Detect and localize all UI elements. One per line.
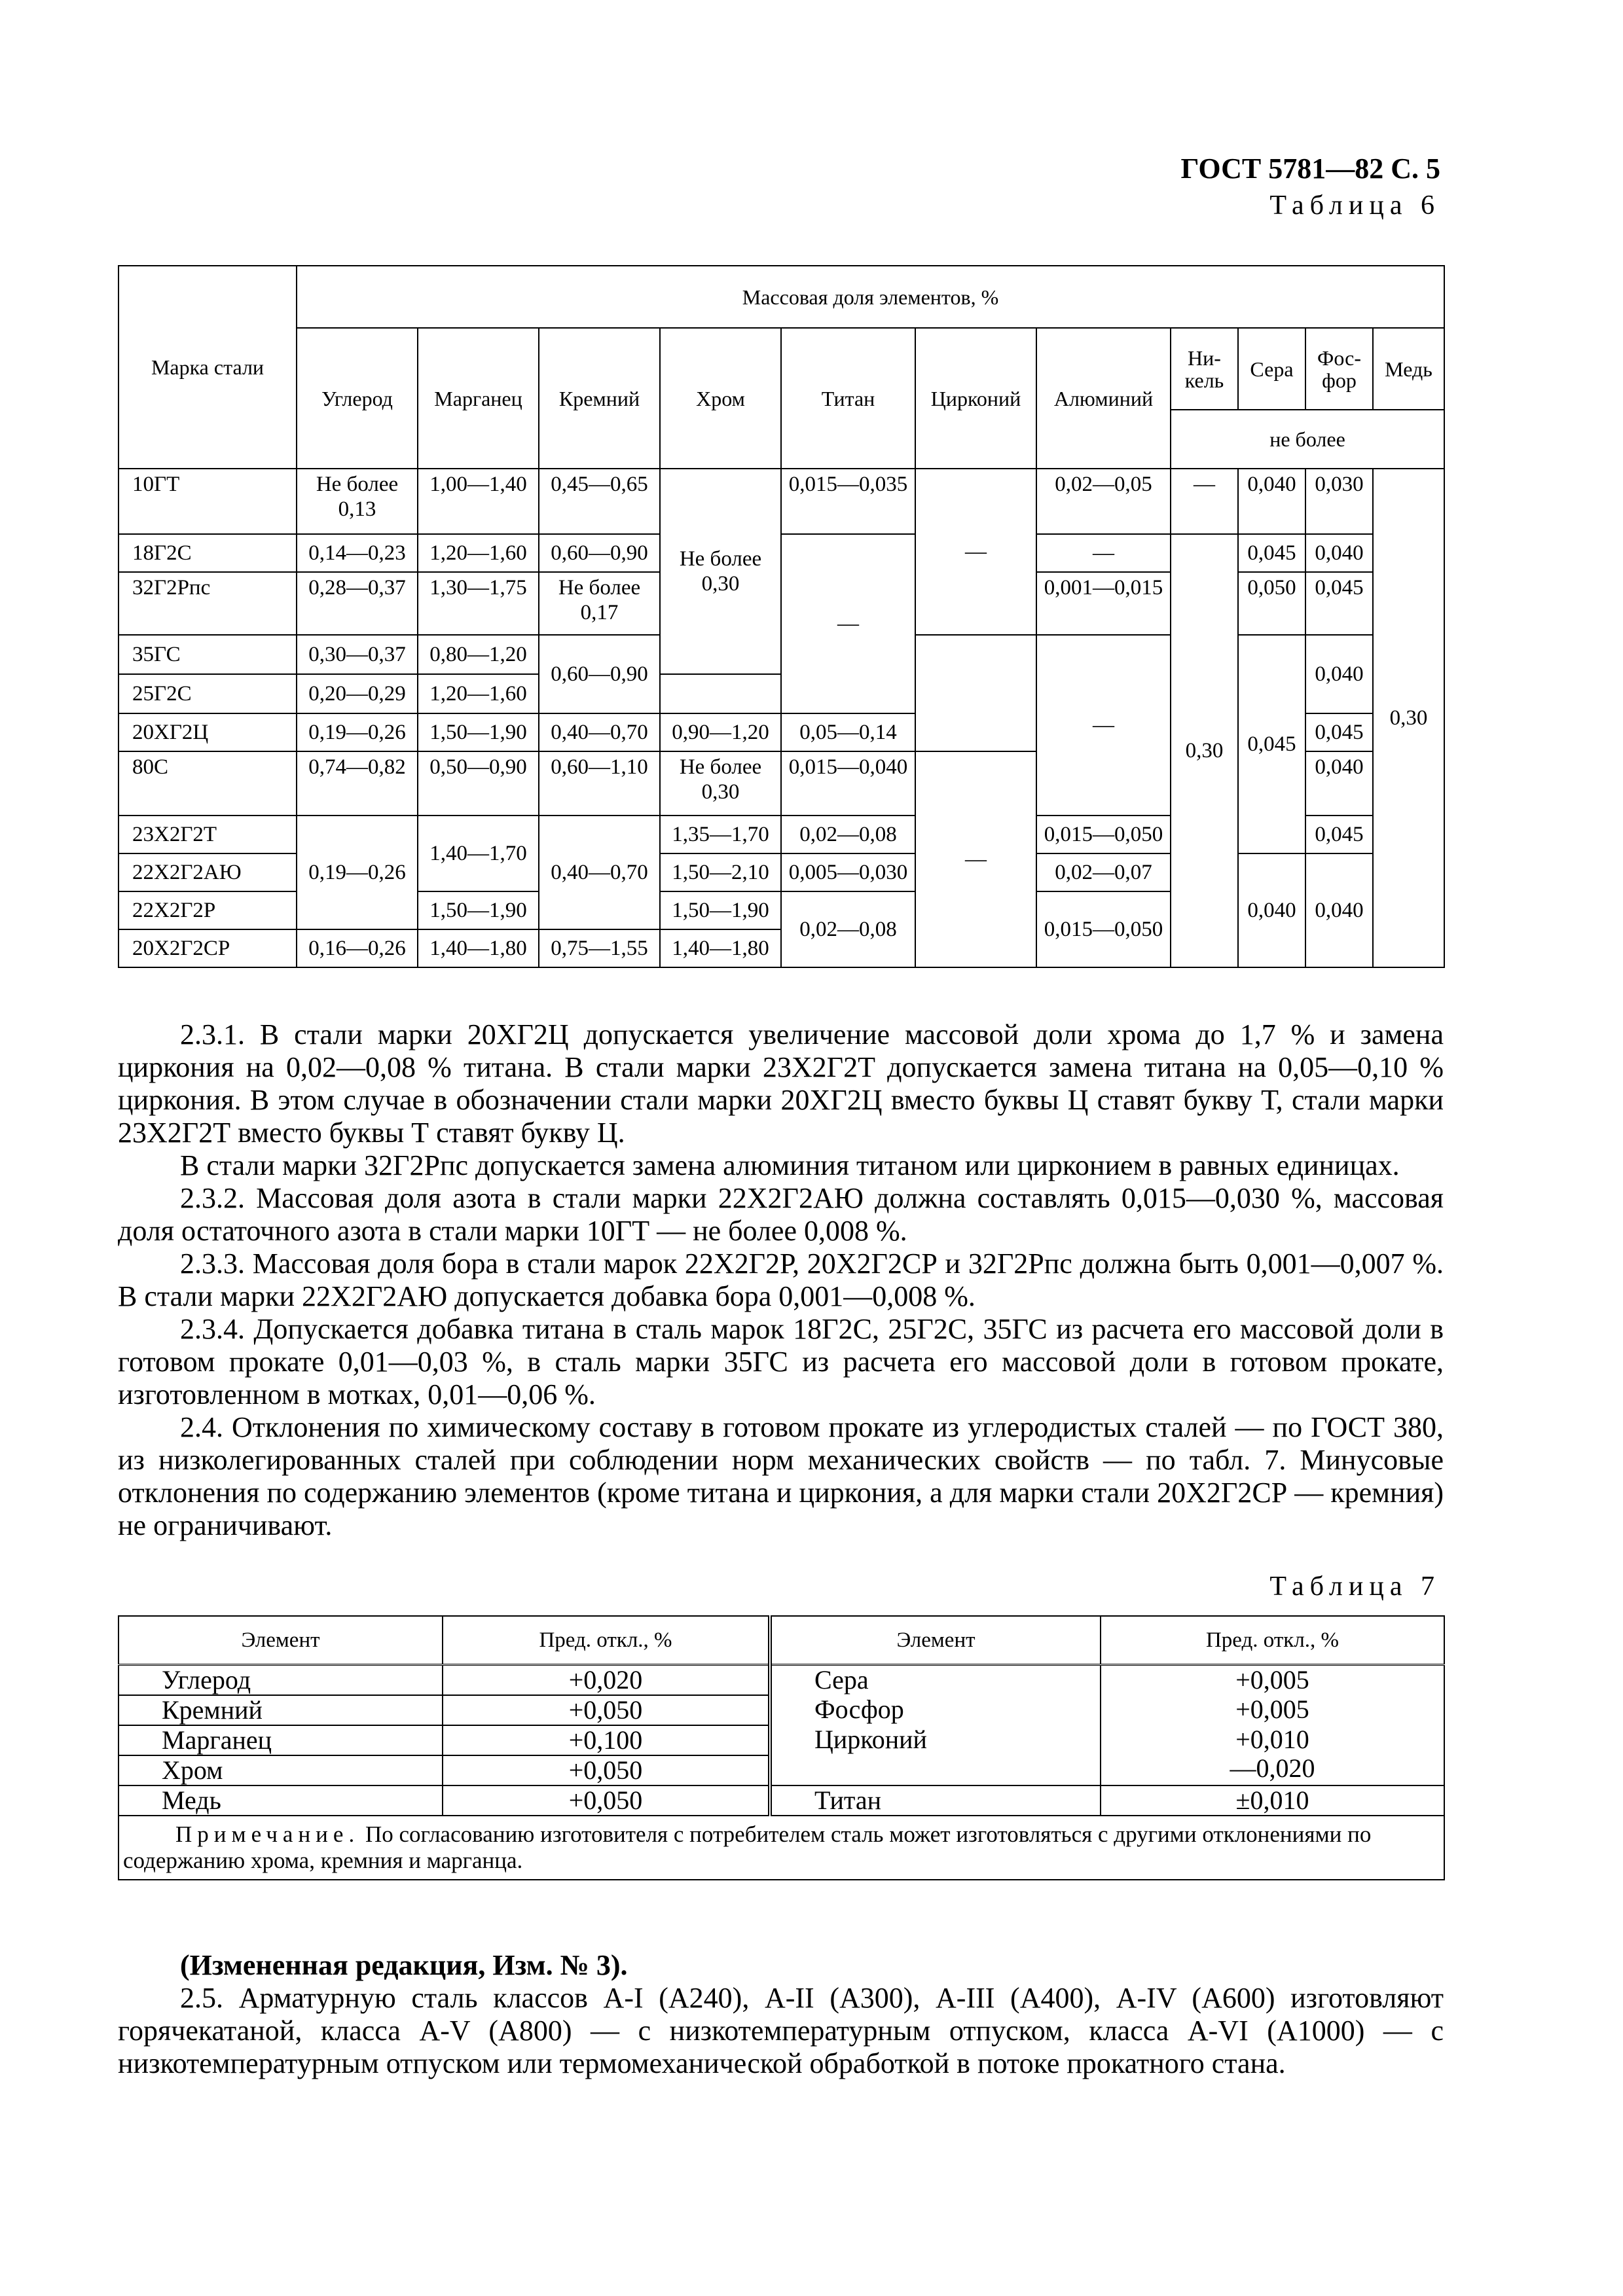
steel-grade: 32Г2Рпс <box>119 572 297 635</box>
element-value: +0,100 <box>443 1725 770 1755</box>
cell: 0,040 <box>1305 635 1373 713</box>
note-label: Примечание. <box>175 1821 360 1847</box>
element-value: +0,020 <box>443 1665 770 1696</box>
cell: 0,040 <box>1305 853 1373 967</box>
paragraph: 2.4. Отклонения по химическому составу в готовом прокате из углеродистых сталей — по ГОСТ 380, из низколегированных сталей при соблюдении норм механических свойств — по табл. 7. Минусовые отклонения по содержанию элементов (кроме титана и циркония, а для марки стали 20Х2Г2СР — кремния) не ограничивают. <box>118 1411 1444 1541</box>
col-group: Массовая доля элементов, % <box>297 266 1444 328</box>
cell: 0,80—1,20 <box>418 635 539 674</box>
cell: 0,045 <box>1305 572 1373 635</box>
body-text <box>118 1018 1444 1542</box>
col-header: Хром <box>660 328 781 469</box>
cell: 0,015—0,040 <box>781 751 915 816</box>
cell: 0,60—0,90 <box>539 635 660 713</box>
cell: 0,60—0,90 <box>539 534 660 572</box>
cell: 0,28—0,37 <box>297 572 418 635</box>
cell: 0,14—0,23 <box>297 534 418 572</box>
footer-text <box>118 1949 1444 2080</box>
cell: 1,00—1,40 <box>418 469 539 534</box>
page-header: ГОСТ 5781—82 С. 5 <box>1180 152 1440 185</box>
cell: 1,35—1,70 <box>660 816 781 853</box>
cell: — <box>781 534 915 713</box>
col-element: Элемент <box>770 1616 1101 1665</box>
paragraph: 2.3.4. Допускается добавка титана в сталь марок 18Г2С, 25Г2С, 35ГС из расчета его массовой доли в готовом прокате 0,01—0,03 %, в сталь марки 35ГС из расчета его массовой доли в готовом прокате, изготовленном в мотках, 0,01—0,06 %. <box>118 1313 1444 1410</box>
element-value: +0,010 —0,020 <box>1101 1725 1444 1785</box>
cell: 0,30—0,37 <box>297 635 418 674</box>
table7 <box>118 1615 1445 1880</box>
col-header: Марганец <box>418 328 539 469</box>
col-header: Углерод <box>297 328 418 469</box>
element-name: Медь <box>119 1785 443 1816</box>
steel-grade: 25Г2С <box>119 674 297 713</box>
cell: 0,045 <box>1305 713 1373 751</box>
cell: 0,015—0,035 <box>781 469 915 534</box>
table7-note <box>119 1816 1444 1880</box>
col-deviation: Пред. откл., % <box>443 1616 770 1665</box>
element-name: Титан <box>770 1785 1101 1816</box>
cell: 0,005—0,030 <box>781 853 915 891</box>
paragraph: 2.5. Арматурную сталь классов А-I (А240), А-II (А300), А-III (А400), А-IV (А600) изготовляют горячекатаной, класса А-V (А800) — с низкотемпературным отпуском, класса А-VI (А1000) — с низкотемпературным отпуском или термомеханической обработкой в потоке прокатного стана. <box>118 1982 1444 2079</box>
cell: 1,20—1,60 <box>418 534 539 572</box>
table6-caption: Таблица 6 <box>1269 190 1440 221</box>
element-value: +0,005 <box>1101 1665 1444 1696</box>
cell: 0,030 <box>1305 469 1373 534</box>
cell: 0,30 <box>1373 469 1444 967</box>
cell: 0,19—0,26 <box>297 816 418 929</box>
steel-grade: 22Х2Г2Р <box>119 891 297 929</box>
cell: 0,50—0,90 <box>418 751 539 816</box>
paragraph: 2.3.3. Массовая доля бора в стали марок 22Х2Г2Р, 20Х2Г2СР и 32Г2Рпс должна быть 0,001—0,007 %. В стали марки 22Х2Г2АЮ допускается добавка бора 0,001—0,008 %. <box>118 1247 1444 1312</box>
cell: 0,90—1,20 <box>660 713 781 751</box>
edition-note: (Измененная редакция, Изм. № 3). <box>180 1949 628 1981</box>
cell: 1,50—1,90 <box>660 891 781 929</box>
cell: 1,50—2,10 <box>660 853 781 891</box>
col-header: Медь <box>1373 328 1444 410</box>
cell: 0,040 <box>1238 469 1305 534</box>
note-text: По согласованию изготовителя с потребителем сталь может изготовляться с другими отклонениями по содержанию хрома, кремния и марганца. <box>123 1821 1372 1873</box>
cell: 1,20—1,60 <box>418 674 539 713</box>
paragraph: 2.3.2. Массовая доля азота в стали марки 22Х2Г2АЮ должна составлять 0,015—0,030 %, массовая доля остаточного азота в стали марки 10ГТ — не более 0,008 %. <box>118 1182 1444 1247</box>
cell: Не более 0,30 <box>660 751 781 816</box>
cell: 0,02—0,08 <box>781 891 915 967</box>
col-header: Ни- кель <box>1171 328 1238 410</box>
col-header: Цирконий <box>915 328 1036 469</box>
cell: 0,45—0,65 <box>539 469 660 534</box>
cell: 0,015—0,050 <box>1036 891 1171 967</box>
cell: 1,30—1,75 <box>418 572 539 635</box>
cell: 0,75—1,55 <box>539 929 660 967</box>
cell: 0,74—0,82 <box>297 751 418 816</box>
col-header: Сера <box>1238 328 1305 410</box>
element-value: ±0,010 <box>1101 1785 1444 1816</box>
cell: 0,05—0,14 <box>781 713 915 751</box>
steel-grade: 23Х2Г2Т <box>119 816 297 853</box>
element-value: +0,050 <box>443 1695 770 1725</box>
element-value: +0,050 <box>443 1785 770 1816</box>
cell: — <box>1036 635 1171 816</box>
cell: — <box>915 469 1036 635</box>
col-grade: Марка стали <box>119 266 297 469</box>
cell: 1,40—1,80 <box>660 929 781 967</box>
paragraph: В стали марки 32Г2Рпс допускается замена алюминия титаном или цирконием в равных единицах. <box>180 1149 1400 1181</box>
paragraph: 2.3.1. В стали марки 20ХГ2Ц допускается увеличение массовой доли хрома до 1,7 % и замена циркония на 0,02—0,08 % титана. В стали марки 23Х2Г2Т допускается замена титана на 0,05—0,10 % циркония. В этом случае в обозначении стали марки 20ХГ2Ц вместо буквы Ц ставят букву Т, стали марки 23Х2Г2Т вместо буквы Т ставят букву Ц. <box>118 1018 1444 1149</box>
cell: 0,050 <box>1238 572 1305 635</box>
cell: 0,02—0,08 <box>781 816 915 853</box>
cell: Не более 0,30 <box>660 469 781 674</box>
cell: 1,40—1,80 <box>418 929 539 967</box>
cell: 0,040 <box>1305 534 1373 572</box>
steel-grade: 80С <box>119 751 297 816</box>
cell: Не более 0,13 <box>297 469 418 534</box>
cell: 0,045 <box>1238 635 1305 853</box>
col-header: Фос- фор <box>1305 328 1373 410</box>
cell: Не более 0,17 <box>539 572 660 635</box>
cell: 0,40—0,70 <box>539 816 660 929</box>
steel-grade: 35ГС <box>119 635 297 674</box>
cell: 0,015—0,050 <box>1036 816 1171 853</box>
cell: 0,02—0,07 <box>1036 853 1171 891</box>
not-more-label: не более <box>1171 410 1444 469</box>
cell: — <box>1171 469 1238 534</box>
col-header: Титан <box>781 328 915 469</box>
cell: 0,045 <box>1305 816 1373 853</box>
cell: 0,30 <box>1171 534 1238 967</box>
col-deviation: Пред. откл., % <box>1101 1616 1444 1665</box>
cell: 0,040 <box>1305 751 1373 816</box>
col-header: Алюминий <box>1036 328 1171 469</box>
cell: 0,20—0,29 <box>297 674 418 713</box>
cell: 0,02—0,05 <box>1036 469 1171 534</box>
cell: 0,16—0,26 <box>297 929 418 967</box>
element-name: Цирконий <box>770 1725 1101 1785</box>
element-name: Кремний <box>119 1695 443 1725</box>
steel-grade: 20ХГ2Ц <box>119 713 297 751</box>
cell: — <box>1036 534 1171 572</box>
steel-grade: 20Х2Г2СР <box>119 929 297 967</box>
steel-grade: 10ГТ <box>119 469 297 534</box>
table7-caption: Таблица 7 <box>1269 1571 1440 1602</box>
element-name: Фосфор <box>770 1695 1101 1725</box>
col-element: Элемент <box>119 1616 443 1665</box>
cell: — <box>915 751 1036 967</box>
cell: 0,60—1,10 <box>539 751 660 816</box>
cell: 1,40—1,70 <box>418 816 539 891</box>
element-name: Сера <box>770 1665 1101 1696</box>
table6 <box>118 265 1445 968</box>
cell: 1,50—1,90 <box>418 713 539 751</box>
element-name: Углерод <box>119 1665 443 1696</box>
cell <box>915 635 1036 751</box>
cell: 0,040 <box>1238 853 1305 967</box>
cell: 0,001—0,015 <box>1036 572 1171 635</box>
element-name: Марганец <box>119 1725 443 1755</box>
col-header: Кремний <box>539 328 660 469</box>
cell: 1,50—1,90 <box>418 891 539 929</box>
element-value: +0,050 <box>443 1755 770 1785</box>
cell: 0,045 <box>1238 534 1305 572</box>
cell: 0,19—0,26 <box>297 713 418 751</box>
element-name: Хром <box>119 1755 443 1785</box>
cell: 0,40—0,70 <box>539 713 660 751</box>
steel-grade: 18Г2С <box>119 534 297 572</box>
steel-grade: 22Х2Г2АЮ <box>119 853 297 891</box>
element-value: +0,005 <box>1101 1695 1444 1725</box>
cell <box>660 674 781 713</box>
